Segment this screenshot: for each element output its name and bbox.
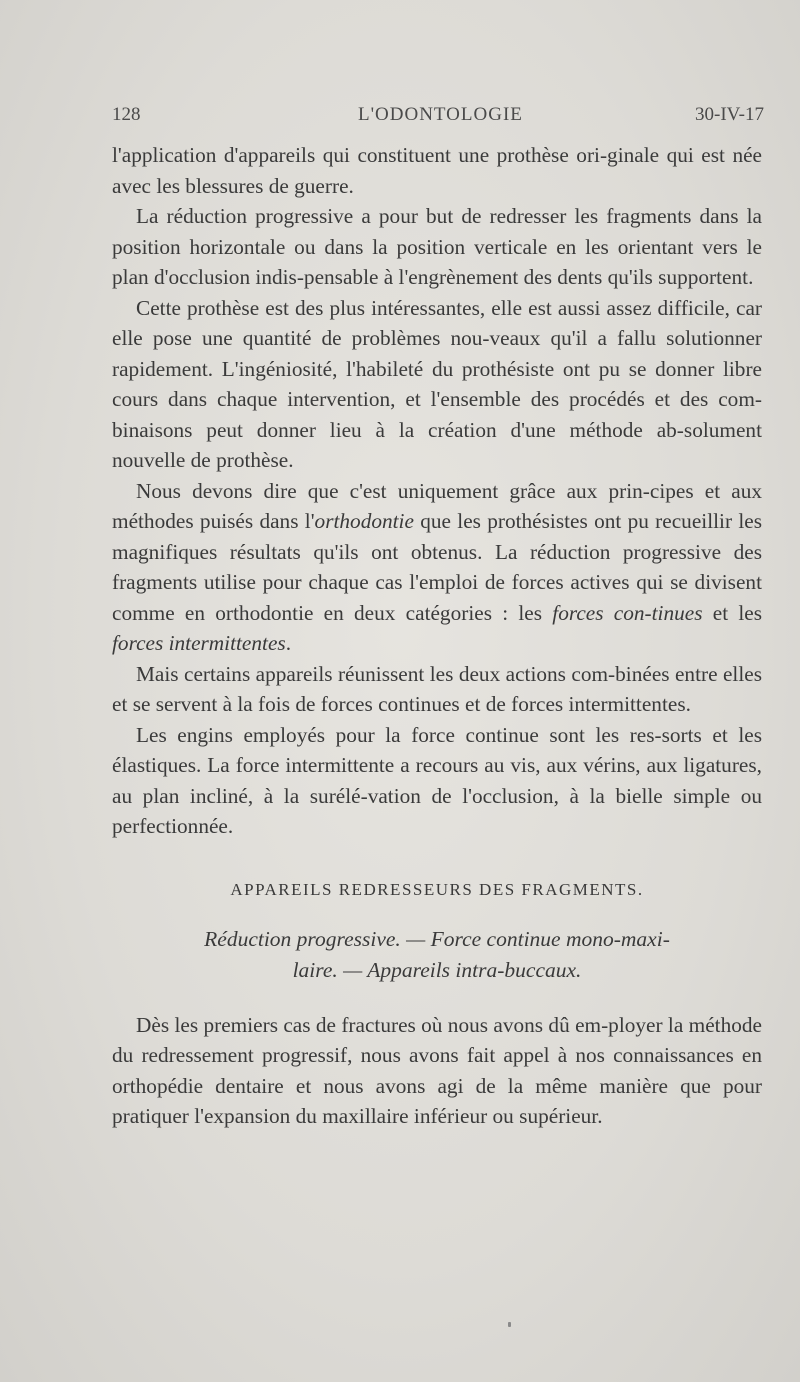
text-run: que les prothésistes ont pu recueillir les magnifiques résultats qu'ils ont obtenus. La réduction progressive des fragments utilise pour chaque cas l'emploi de forces actives qui se divisent comme en orthodontie en deux catégories : les xyxy=(112,509,762,625)
section-title: APPAREILS REDRESSEURS DES FRAGMENTS. xyxy=(230,879,644,899)
subheading-line-2: laire. — Appareils intra-buccaux. xyxy=(292,957,582,982)
italic-text: forces intermittentes xyxy=(112,631,286,655)
final-paragraph: Dès les premiers cas de fractures où nous avons dû em-ployer la méthode du redressement progressif, nous avons fait appel à nos connaissances en orthopédie dentaire et nous avons agi de la même manière que pour pratiquer l'expansion du maxillaire inférieur ou supérieur. xyxy=(112,1012,762,1128)
running-header xyxy=(112,104,772,132)
text-run: l'application d'appareils qui constituent une prothèse ori-ginale qui est née avec les blessures de guerre. xyxy=(112,143,762,198)
text-run: . xyxy=(285,631,292,655)
page-body xyxy=(112,140,762,1132)
paragraph xyxy=(112,720,762,842)
text-run: et les xyxy=(702,600,763,625)
italic-text: orthodontie xyxy=(314,509,414,533)
text-run: Cette prothèse est des plus intéressantes, elle est aussi assez difficile, car elle pose une quantité de problèmes nou-veaux qu'il a fallu solutionner rapidement. L'ingéniosité, l'habileté du prothésiste ont pu se donner libre cours dans chaque intervention, et l'ensemble des procédés et des com-binaisons peut donner lieu à la création d'une méthode ab-solument nouvelle de prothèse. xyxy=(112,295,762,472)
text-run: La réduction progressive a pour but de redresser les fragments dans la position horizontale ou dans la position verticale en les orientant vers le plan d'occlusion indis-pensable à l'engrènement des dents qu'ils supportent. xyxy=(112,204,762,289)
page-number: 128 xyxy=(112,104,141,125)
text-run: Mais certains appareils réunissent les deux actions com-binées entre elles et se servent à la fois de forces continues et de forces intermittentes. xyxy=(112,661,762,716)
text-run: Les engins employés pour la force continue sont les res-sorts et les élastiques. La force intermittente a recours au vis, aux vérins, aux ligatures, au plan incliné, à la surélé-vation de l'occlusion, à la bielle simple ou perfectionnée. xyxy=(112,722,762,838)
issue-date: 30-IV-17 xyxy=(695,104,764,125)
subheading-line-1: Réduction progressive. — Force continue mono-maxi- xyxy=(204,926,670,951)
print-speck xyxy=(508,1322,511,1327)
paragraph xyxy=(112,293,762,476)
paragraph xyxy=(112,201,762,293)
paragraph xyxy=(112,659,762,720)
subheading xyxy=(112,924,762,986)
journal-title: L'ODONTOLOGIE xyxy=(358,104,523,125)
paragraph xyxy=(112,140,762,201)
paragraph xyxy=(112,476,762,659)
text-run: Nous devons dire que c'est uniquement grâce aux prin-cipes et aux méthodes puisés dans l' xyxy=(112,478,762,533)
italic-text: forces con-tinues xyxy=(552,600,703,625)
